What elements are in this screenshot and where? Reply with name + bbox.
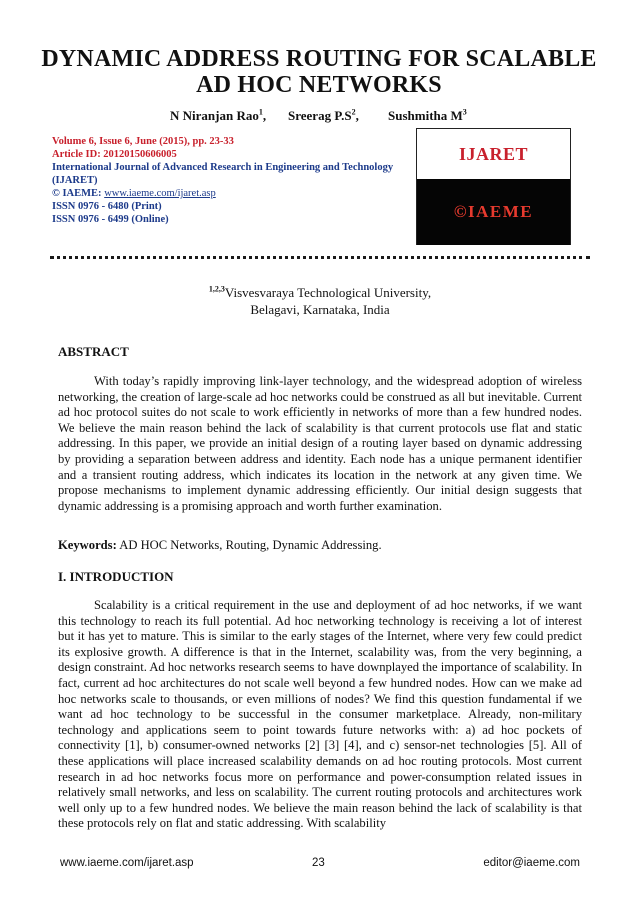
keywords-text: AD HOC Networks, Routing, Dynamic Addressing. xyxy=(119,538,382,552)
affiliation-line-1: $^{1,2,3}$Visvesvaraya Technological University, xyxy=(208,284,432,300)
author-name: N Niranjan Rao xyxy=(170,108,259,123)
paper-title: DYNAMIC ADDRESS ROUTING FOR SCALABLE AD HOC NETWORKS xyxy=(41,46,597,98)
volume-line: Volume 6, Issue 6, June (2015), pp. 23-33 xyxy=(52,136,234,147)
issn-print: ISSN 0976 - 6480 (Print) xyxy=(52,201,162,212)
keywords-line xyxy=(58,538,582,553)
page-number: 23 xyxy=(312,857,325,869)
logo-title: IJARET xyxy=(458,143,528,164)
author-2: Sreerag $P.S^2$, xyxy=(288,107,359,123)
journal-name: International Journal of Advanced Research in Engineering and Technology (IJARET) xyxy=(52,162,394,186)
affiliation xyxy=(160,284,480,318)
author-name: Sushmitha M xyxy=(388,108,463,123)
ijaret-logo xyxy=(416,128,571,245)
footer-email[interactable]: editor@iaeme.com xyxy=(483,857,580,869)
author-affil-marker: 2 xyxy=(351,107,356,117)
article-id-line: Article ID: 20120150606005 xyxy=(52,149,177,160)
affiliation-line-2: Belagavi, Karnataka, India xyxy=(250,302,390,317)
keywords-label: Keywords: xyxy=(58,538,117,552)
author-affil-marker: 1 xyxy=(258,107,263,117)
iaeme-line: © IAEME: www.iaeme.com/ijaret.asp xyxy=(52,188,216,199)
abstract-heading: ABSTRACT xyxy=(58,344,129,359)
abstract-body: With today’s rapidly improving link-layer technology, and the widespread adoption of wireless networking, the creation of large-scale ad hoc networks could be construed as all but inevitable. Current ad hoc protocol suites do not scale to work efficiently in networks of more than a few hundred nodes. We believe the main reason behind the lack of scalability is that current protocols use flat and static addressing. In this paper, we provide an initial design of a routing layer based on dynamic addressing by providing a separation between address and identity. Each node has a unique permanent identifier and a transient routing address, which indicates its location in the network at any given time. We propose mechanisms to implement dynamic addressing efficiently. Our initial design suggests that dynamic addressing is a promising approach and worth further examination. xyxy=(58,374,582,513)
issn-online: ISSN 0976 - 6499 (Online) xyxy=(52,214,169,225)
footer-url[interactable]: www.iaeme.com/ijaret.asp xyxy=(60,857,194,869)
iaeme-link[interactable]: www.iaeme.com/ijaret.asp xyxy=(104,188,216,199)
logo-publisher: ©IAEME xyxy=(417,179,570,245)
author-3 xyxy=(388,108,467,124)
introduction-heading: I. INTRODUCTION xyxy=(58,569,174,584)
introduction-body: Scalability is a critical requirement in the use and deployment of ad hoc networks, if we want this technology to reach its full potential. Ad hoc networking technology is receiving a lot of interest but it has yet to mature. This is similar to the early stages of the Internet, where very few could predict its explosive growth. A difference is that in the Internet, scalability was, from the very beginning, a design constraint. Ad hoc networks research seems to have downplayed the importance of scalability. In fact, current ad hoc architectures do not scale well beyond a few hundred nodes. How can we make ad hoc networks scale to thousands, or even millions of nodes? We find this question fundamental if we want ad hoc technology to be successful in the consumer marketplace. Already, non-military technology and applications seem to point towards future networks with: a) ad hoc pockets of connectivity [1], b) consumer-owned networks [2] [3] [4], and c) sensor-net technologies [5]. All of these applications will place increased scalability demands on ad hoc routing protocols. Most current research in ad hoc networks focus more on performance and power-consumption related issues in relatively small networks, and less on scalability. The current routing protocols and architectures work well only up to a few hundred nodes. We believe the main reason behind the lack of scalability is that these protocols rely on flat and static addressing. With scalability xyxy=(58,598,582,831)
author-name: Sreerag P.S xyxy=(288,108,352,123)
author-1: N Niranjan Rao$^1$, xyxy=(170,107,267,123)
journal-info-block xyxy=(52,135,402,226)
author-affil-marker: 3 xyxy=(462,107,467,117)
affil-markers: 1,2,3 xyxy=(208,284,225,294)
dotted-divider xyxy=(50,256,590,259)
